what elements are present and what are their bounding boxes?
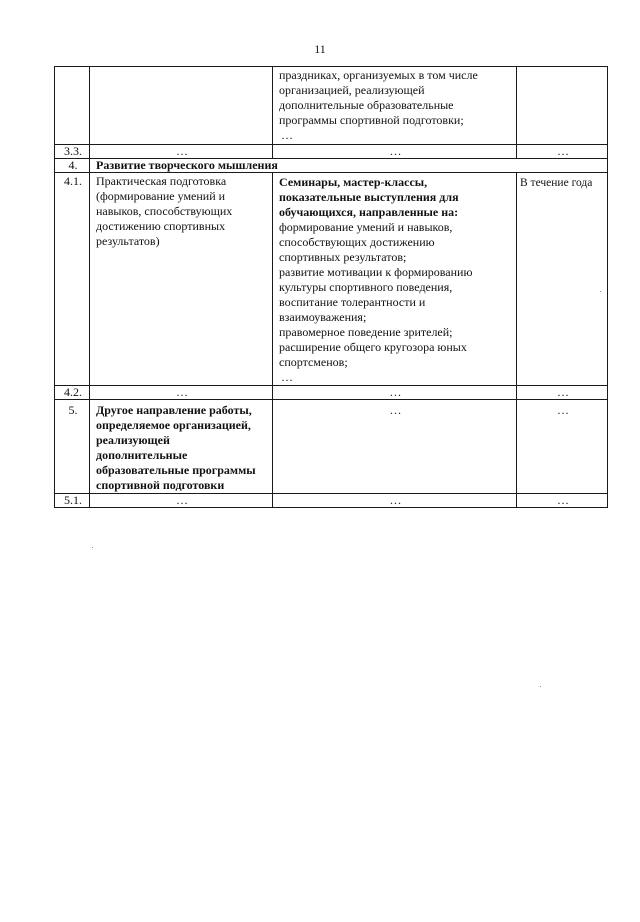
row-deadline-cell: … <box>517 400 608 494</box>
table-row <box>55 386 608 400</box>
activity-heading-line: обучающихся, направленные на: <box>279 205 459 219</box>
row-activity-cell: … <box>273 494 517 508</box>
activity-line: … <box>281 370 293 384</box>
row-direction-cell <box>90 173 273 386</box>
table-row <box>55 494 608 508</box>
row-deadline-cell: … <box>517 145 608 159</box>
activity-line: … <box>281 128 293 142</box>
row-deadline-cell: … <box>517 494 608 508</box>
activity-heading-line: показательные выступления для <box>279 190 459 204</box>
activity-line: организацией, реализующей <box>279 83 425 97</box>
row-number-cell <box>55 67 90 145</box>
section-direction-cell <box>90 400 273 494</box>
direction-heading-line: реализующей <box>96 433 170 447</box>
direction-heading-line: образовательные программы <box>96 463 256 477</box>
row-number-cell: 3.3. <box>55 145 90 159</box>
activity-line: расширение общего кругозора юных <box>279 340 467 354</box>
direction-heading-line: спортивной подготовки <box>96 478 225 492</box>
row-number-cell: 5.1. <box>55 494 90 508</box>
row-deadline-cell <box>517 67 608 145</box>
table-row <box>55 145 608 159</box>
section-row <box>55 400 608 494</box>
table-row <box>55 173 608 386</box>
row-number-cell: 4.1. <box>55 173 90 386</box>
row-activity-cell: … <box>273 386 517 400</box>
activity-line: праздниках, организуемых в том числе <box>279 68 478 82</box>
direction-line: навыков, способствующих <box>96 204 233 218</box>
activity-line: взаимоуважения; <box>279 310 367 324</box>
activity-line: спортсменов; <box>279 355 348 369</box>
row-direction-cell: … <box>90 386 273 400</box>
row-number-cell: 4.2. <box>55 386 90 400</box>
direction-line: (формирование умений и <box>96 189 226 203</box>
activity-line: дополнительные образовательные <box>279 98 454 112</box>
scan-speck <box>540 686 541 687</box>
direction-line: Практическая подготовка <box>96 174 227 188</box>
row-deadline-cell: … <box>517 386 608 400</box>
direction-heading-line: Другое направление работы, <box>96 403 252 417</box>
row-deadline-cell: В течение года <box>517 173 608 386</box>
row-activity-cell <box>273 67 517 145</box>
direction-line: достижению спортивных <box>96 219 226 233</box>
activity-line: спортивных результатов; <box>279 250 407 264</box>
row-activity-cell <box>273 173 517 386</box>
direction-line: результатов) <box>96 234 160 248</box>
section-number-cell: 5. <box>55 400 90 494</box>
activity-line: культуры спортивного поведения, <box>279 280 453 294</box>
section-title: Развитие творческого мышления <box>90 159 608 173</box>
activity-line: формирование умений и навыков, <box>279 220 453 234</box>
scan-speck <box>92 547 93 548</box>
row-direction-cell <box>90 67 273 145</box>
page-number: 11 <box>314 42 326 56</box>
table-row <box>55 67 608 145</box>
activity-line: правомерное поведение зрителей; <box>279 325 453 339</box>
activity-line: воспитание толерантности и <box>279 295 426 309</box>
direction-heading-line: определяемое организацией, <box>96 418 251 432</box>
row-direction-cell: … <box>90 145 273 159</box>
scan-speck <box>600 291 601 292</box>
activity-line: способствующих достижению <box>279 235 435 249</box>
section-row <box>55 159 608 173</box>
row-activity-cell: … <box>273 145 517 159</box>
row-direction-cell: … <box>90 494 273 508</box>
plan-table <box>54 66 608 508</box>
section-number-cell: 4. <box>55 159 90 173</box>
activity-line: развитие мотивации к формированию <box>279 265 473 279</box>
direction-heading-line: дополнительные <box>96 448 188 462</box>
activity-line: программы спортивной подготовки; <box>279 113 464 127</box>
row-activity-cell: … <box>273 400 517 494</box>
activity-heading-line: Семинары, мастер-классы, <box>279 175 428 189</box>
